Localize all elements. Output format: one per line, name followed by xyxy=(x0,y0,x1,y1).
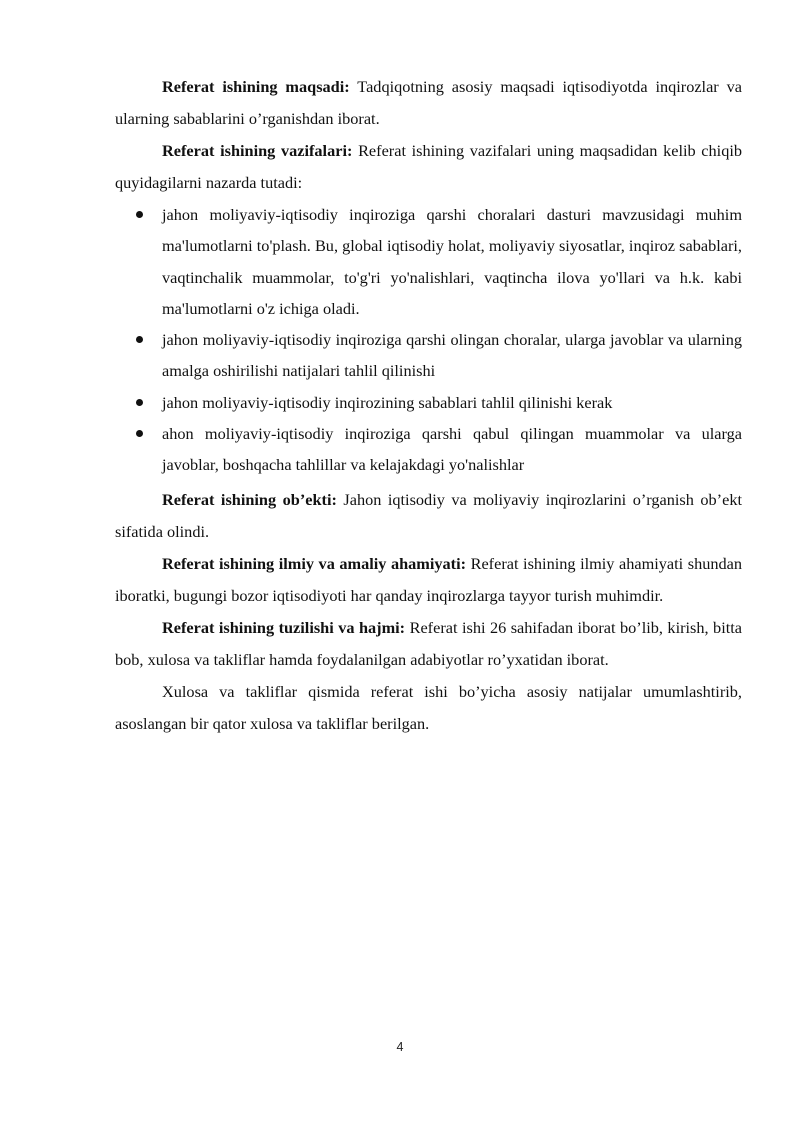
tasks-paragraph xyxy=(115,135,742,199)
list-item-text: jahon moliyaviy-iqtisodiy inqirozining sabablari tahlil qilinishi kerak xyxy=(162,392,613,412)
tasks-label: Referat ishining vazifalari: xyxy=(162,141,353,160)
list-item xyxy=(115,199,742,324)
purpose-text: Tadqiqotning asosiy maqsadi iqtisodiyotda inqirozlar va ularning sabablarini o’rganishdan iborat. xyxy=(115,77,742,128)
list-item-text: ahon moliyaviy-iqtisodiy inqiroziga qarshi qabul qilingan muammolar va ularga javoblar, boshqacha tahlillar va kelajakdagi yo'nalishlar xyxy=(162,424,742,475)
tasks-bullet-list xyxy=(115,199,742,481)
structure-label: Referat ishining tuzilishi va hajmi: xyxy=(162,617,406,637)
significance-text: Referat ishining ilmiy ahamiyati shundan iboratki, bugungi bozor iqtisodiyoti har qanday inqirozlarga tayyor turish muhimdir. xyxy=(115,553,743,605)
conclusion-text: Xulosa va takliflar qismida referat ishi bo’yicha asosiy natijalar umumlashtirib, asoslangan bir qator xulosa va takliflar berilgan. xyxy=(115,681,742,733)
document-page xyxy=(115,71,742,740)
bullet-icon xyxy=(136,211,143,218)
tasks-text: Referat ishining vazifalari uning maqsadidan kelib chiqib quyidagilarni nazarda tutadi: xyxy=(115,141,743,192)
object-label: Referat ishining ob’ekti: xyxy=(162,489,337,509)
structure-paragraph xyxy=(115,612,742,676)
purpose-paragraph xyxy=(115,71,742,135)
list-item-text: jahon moliyaviy-iqtisodiy inqiroziga qarshi choralari dasturi mavzusidagi muhim ma'lumotlarni to'plash. Bu, global iqtisodiy holat, moliyaviy siyosatlar, inqiroz sabablari, vaqtinchalik muammolar, to'g'ri yo'nalishlari, vaqtincha ilova yo'llari va h.k. kabi ma'lumotlarni o'z ichiga oladi. xyxy=(162,205,742,318)
bullet-icon xyxy=(136,336,143,343)
conclusion-paragraph xyxy=(115,676,742,740)
significance-paragraph xyxy=(115,548,742,612)
list-item-text: jahon moliyaviy-iqtisodiy inqiroziga qarshi olingan choralar, ularga javoblar va ularning amalga oshirilishi natijalari tahlil qilinishi xyxy=(162,330,742,381)
structure-text: Referat ishi 26 sahifadan iborat bo’lib, kirish, bitta bob, xulosa va takliflar hamda foydalanilgan adabiyotlar ro’yxatidan iborat. xyxy=(115,617,742,669)
bullet-icon xyxy=(136,399,143,406)
list-item xyxy=(115,418,742,481)
object-paragraph xyxy=(115,484,742,548)
purpose-label: Referat ishining maqsadi: xyxy=(162,77,350,96)
list-item xyxy=(115,324,742,387)
significance-label: Referat ishining ilmiy va amaliy ahamiyati: xyxy=(162,553,467,573)
list-item xyxy=(115,387,742,418)
bullet-icon xyxy=(136,430,143,437)
page-number: 4 xyxy=(396,1040,404,1054)
object-text: Jahon iqtisodiy va moliyaviy inqirozlarini o’rganish ob’ekt sifatida olindi. xyxy=(115,489,742,541)
